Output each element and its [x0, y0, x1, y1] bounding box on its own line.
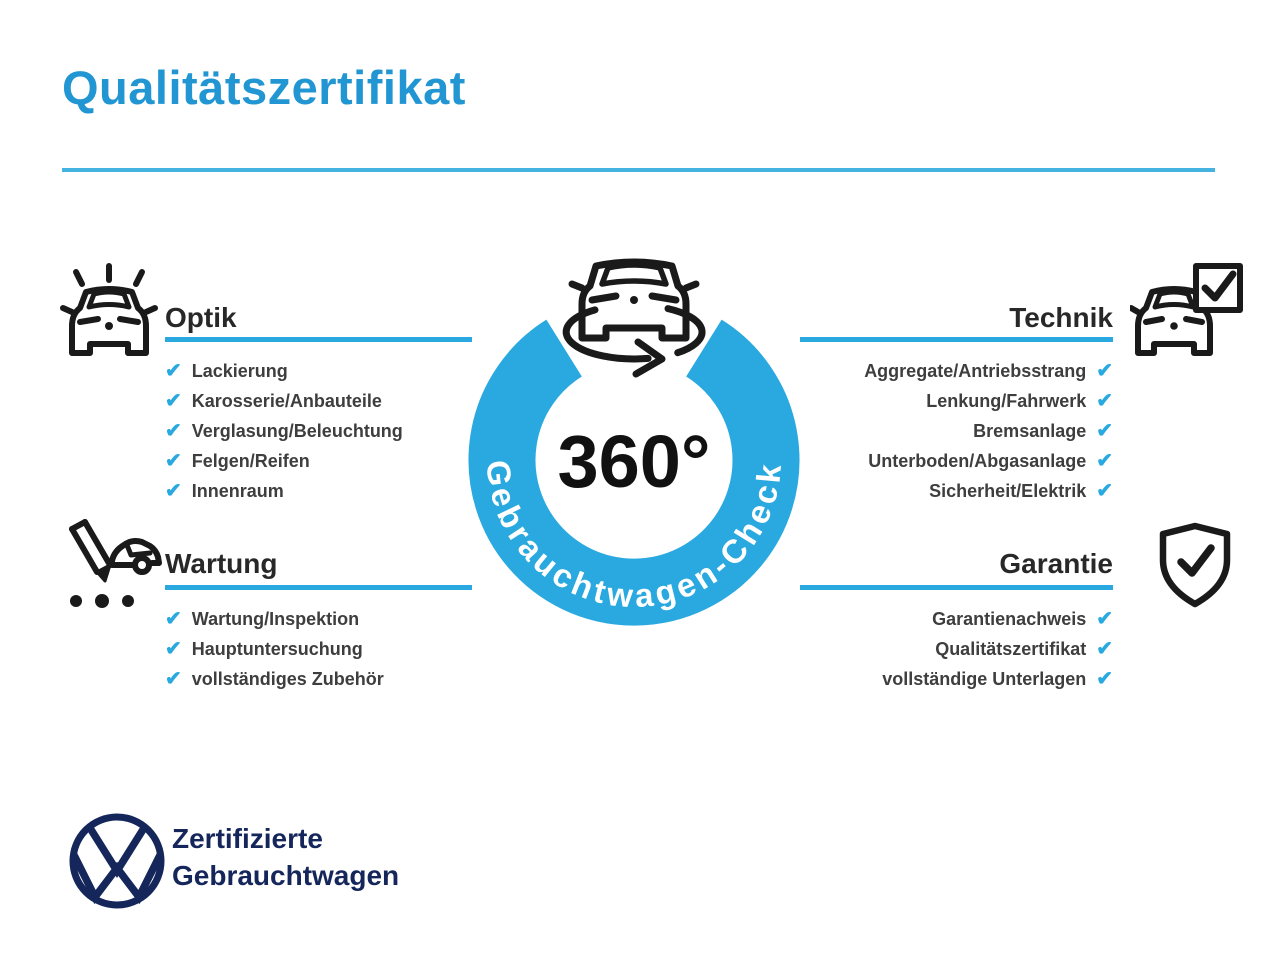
list-item-label: Hauptuntersuchung [191, 638, 363, 659]
list-item [864, 386, 1113, 416]
check-icon: ✔ [165, 480, 182, 502]
check-icon: ✔ [1096, 360, 1113, 382]
garantie-checklist [882, 604, 1113, 694]
list-item [165, 356, 403, 386]
check-icon: ✔ [165, 390, 182, 412]
list-item [165, 634, 384, 664]
check-icon: ✔ [1096, 480, 1113, 502]
title-divider [62, 168, 1215, 172]
shield-check-icon [1148, 518, 1243, 618]
list-item-label: Qualitätszertifikat [935, 638, 1087, 659]
list-item-label: vollständige Unterlagen [882, 668, 1087, 689]
list-item [165, 386, 403, 416]
list-item [882, 634, 1113, 664]
list-item-label: Lenkung/Fahrwerk [926, 390, 1087, 411]
section-title-wartung: Wartung [165, 548, 278, 579]
list-item [165, 446, 403, 476]
car-rotation-icon [566, 262, 702, 374]
check-icon: ✔ [1096, 450, 1113, 472]
list-item-label: Verglasung/Beleuchtung [191, 420, 403, 441]
technik-checklist [864, 356, 1113, 506]
list-item-label: Wartung/Inspektion [191, 608, 360, 629]
list-item-label: Garantienachweis [932, 608, 1087, 629]
list-item-label: Innenraum [191, 480, 284, 501]
check-icon: ✔ [165, 608, 182, 630]
page-title: Qualitätszertifikat [62, 61, 466, 114]
footer-line1: Zertifizierte [172, 823, 323, 854]
footer-brand-text [172, 820, 399, 894]
list-item-label: Karosserie/Anbauteile [191, 390, 382, 411]
section-title-technik: Technik [1009, 302, 1113, 333]
badge-degrees: 360° [557, 420, 711, 503]
list-item [165, 416, 403, 446]
sparkle-car-icon [52, 256, 167, 361]
list-item-label: vollständiges Zubehör [191, 668, 384, 689]
list-item [882, 604, 1113, 634]
badge-ring-label: Gebrauchtwagen-Check [479, 458, 789, 615]
car-checkbox-icon [1130, 258, 1248, 363]
check-icon: ✔ [1096, 390, 1113, 412]
check-icon: ✔ [165, 668, 182, 690]
vw-logo [66, 810, 168, 912]
list-item [864, 416, 1113, 446]
list-item [864, 446, 1113, 476]
list-item [165, 664, 384, 694]
check-icon: ✔ [1096, 420, 1113, 442]
list-item-label: Unterboden/Abgasanlage [868, 450, 1087, 471]
check-icon: ✔ [1096, 668, 1113, 690]
check-icon: ✔ [165, 420, 182, 442]
list-item [165, 476, 403, 506]
list-item-label: Sicherheit/Elektrik [929, 480, 1087, 501]
list-item [882, 664, 1113, 694]
360-check-badge [412, 238, 856, 682]
list-item [165, 604, 384, 634]
list-item [864, 356, 1113, 386]
pencil-car-checklist-icon [52, 515, 167, 620]
list-item-label: Bremsanlage [973, 420, 1087, 441]
list-item [864, 476, 1113, 506]
section-title-garantie: Garantie [999, 548, 1113, 579]
check-icon: ✔ [165, 638, 182, 660]
footer-line2: Gebrauchtwagen [172, 860, 400, 891]
check-icon: ✔ [1096, 608, 1113, 630]
check-icon: ✔ [165, 360, 182, 382]
list-item-label: Aggregate/Antriebsstrang [864, 360, 1087, 381]
check-icon: ✔ [165, 450, 182, 472]
list-item-label: Lackierung [191, 360, 288, 381]
wartung-checklist [165, 604, 384, 694]
section-title-optik: Optik [165, 302, 237, 333]
check-icon: ✔ [1096, 638, 1113, 660]
optik-checklist [165, 356, 403, 506]
list-item-label: Felgen/Reifen [191, 450, 310, 471]
